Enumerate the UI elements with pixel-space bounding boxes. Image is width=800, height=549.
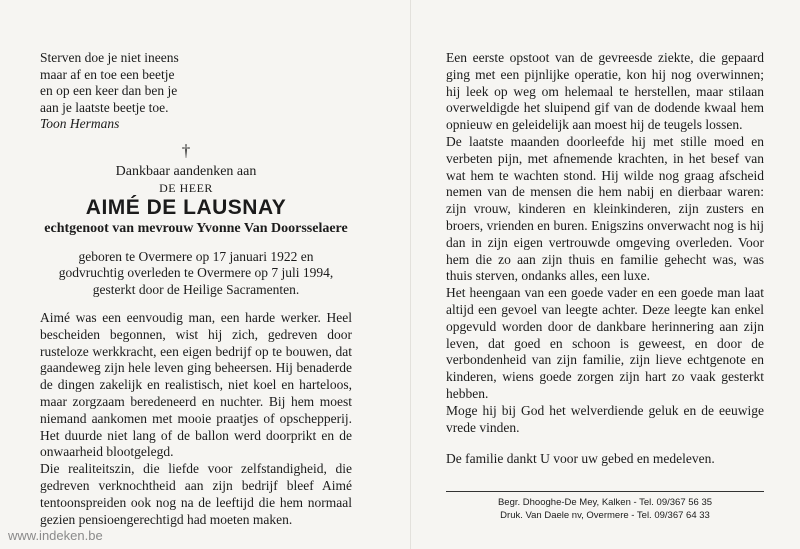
title-prefix: DE HEER (159, 180, 213, 195)
prayer-paragraph: Moge hij bij God het welverdiende geluk en de eeuwige vrede vinden. (446, 402, 764, 435)
printer-info (446, 496, 764, 522)
poem-line: maar af en toe een beetje (40, 66, 175, 82)
dates-block (40, 249, 352, 299)
illness-paragraph: Een eerste opstoot van de gevreesde ziekte, die gepaard ging met een pijnlijke operatie, kon hij nog overwinnen; hij leek op weg om helemaal te herstellen, maar stilaan overweldigde het sluipend gif van de dodende kwaal hem opnieuw en geleidelijk aan moest hij de teugels lossen. (446, 50, 764, 133)
left-page (40, 50, 352, 528)
poem-line: Sterven doe je niet ineens (40, 50, 179, 65)
printer-line: Druk. Van Daele nv, Overmere - Tel. 09/367 64 33 (500, 510, 710, 521)
biography-paragraph: Die realiteitszin, die liefde voor zelfstandigheid, die gedreven verknochtheid aan zijn bedrijf bleef Aimé tentoonspreiden ook nog na de leeftijd die hem normaal gezien pensioengerechtigd had moeten maken. (40, 461, 352, 527)
date-line: geboren te Overmere op 17 januari 1922 en (78, 248, 314, 264)
poem-line: en op een keer dan ben je (40, 83, 178, 98)
date-line: godvruchtig overleden te Overmere op 7 juli 1994, (58, 265, 334, 280)
divider-line (446, 491, 764, 492)
biography-paragraph: Aimé was een eenvoudig man, een harde werker. Heel bescheiden begonnen, wist hij zich, gedreven door rusteloze werkkracht, een eigen bedrijf op te bouwen, dat gaandeweg zijn hele leven ging beheersen. Hij benaderde de dingen zakelijk en realistisch, niet koel en harteloos, maar zorgzaam beredeneerd en nuchter. Bij hem moest niemand aankomen met mooie praatjes of opschepperij. Het duurde niet lang of de ballon werd doorprikt en de onwaarheid blootgelegd. (40, 310, 352, 460)
last-months-paragraph: De laatste maanden doorleefde hij met stille moed en verbeten pijn, met afnemende krachten, in het besef van wat hem te wachten stond. Hij wilde nog graag afscheid nemen van de mensen die hem nabij en dierbaar waren: zijn vrouw, kinderen en kleinkinderen, zijn zusters en broers, vrienden en buren. Enigszins onverwacht nog is hij dan in zijn eigen vertrouwde omgeving overleden. Voor hem die zo aan zijn thuis en familie gehecht was, was thuis sterven, ondanks alles, een luxe. (446, 133, 764, 284)
watermark: www.indeken.be (8, 528, 103, 543)
poem-line: aan je laatste beetje toe. (40, 99, 169, 115)
printer-line: Begr. Dhooghe-De Mey, Kalken - Tel. 09/367 56 35 (497, 497, 713, 508)
thanks-line: Dankbaar aandenken aan (115, 163, 257, 179)
right-page (446, 50, 764, 467)
poem-author: Toon Hermans (40, 116, 120, 131)
remembrance-paragraph: Het heengaan van een goede vader en een goede man laat altijd een gevoel van leegte achter. Deze leegte kan enkel opgevuld worden door de dankbare herinnering aan zijn leven, dat goed en schoon is geweest, en door de verbondenheid van zijn familie, zijn lieve echtgenote en kinderen, wiens goede zorgen zijn hart zo vaak gesterkt hebben. (446, 285, 764, 401)
cross-icon: † (181, 140, 191, 160)
deceased-name: AIMÉ DE LAUSNAY (85, 195, 287, 219)
card-fold-line (410, 0, 411, 549)
spouse-line: echtgenoot van mevrouw Yvonne Van Doorsselaere (44, 220, 348, 236)
date-line: gesterkt door de Heilige Sacramenten. (92, 281, 300, 297)
family-thanks: De familie dankt U voor uw gebed en medeleven. (446, 451, 715, 467)
poem (40, 50, 352, 133)
